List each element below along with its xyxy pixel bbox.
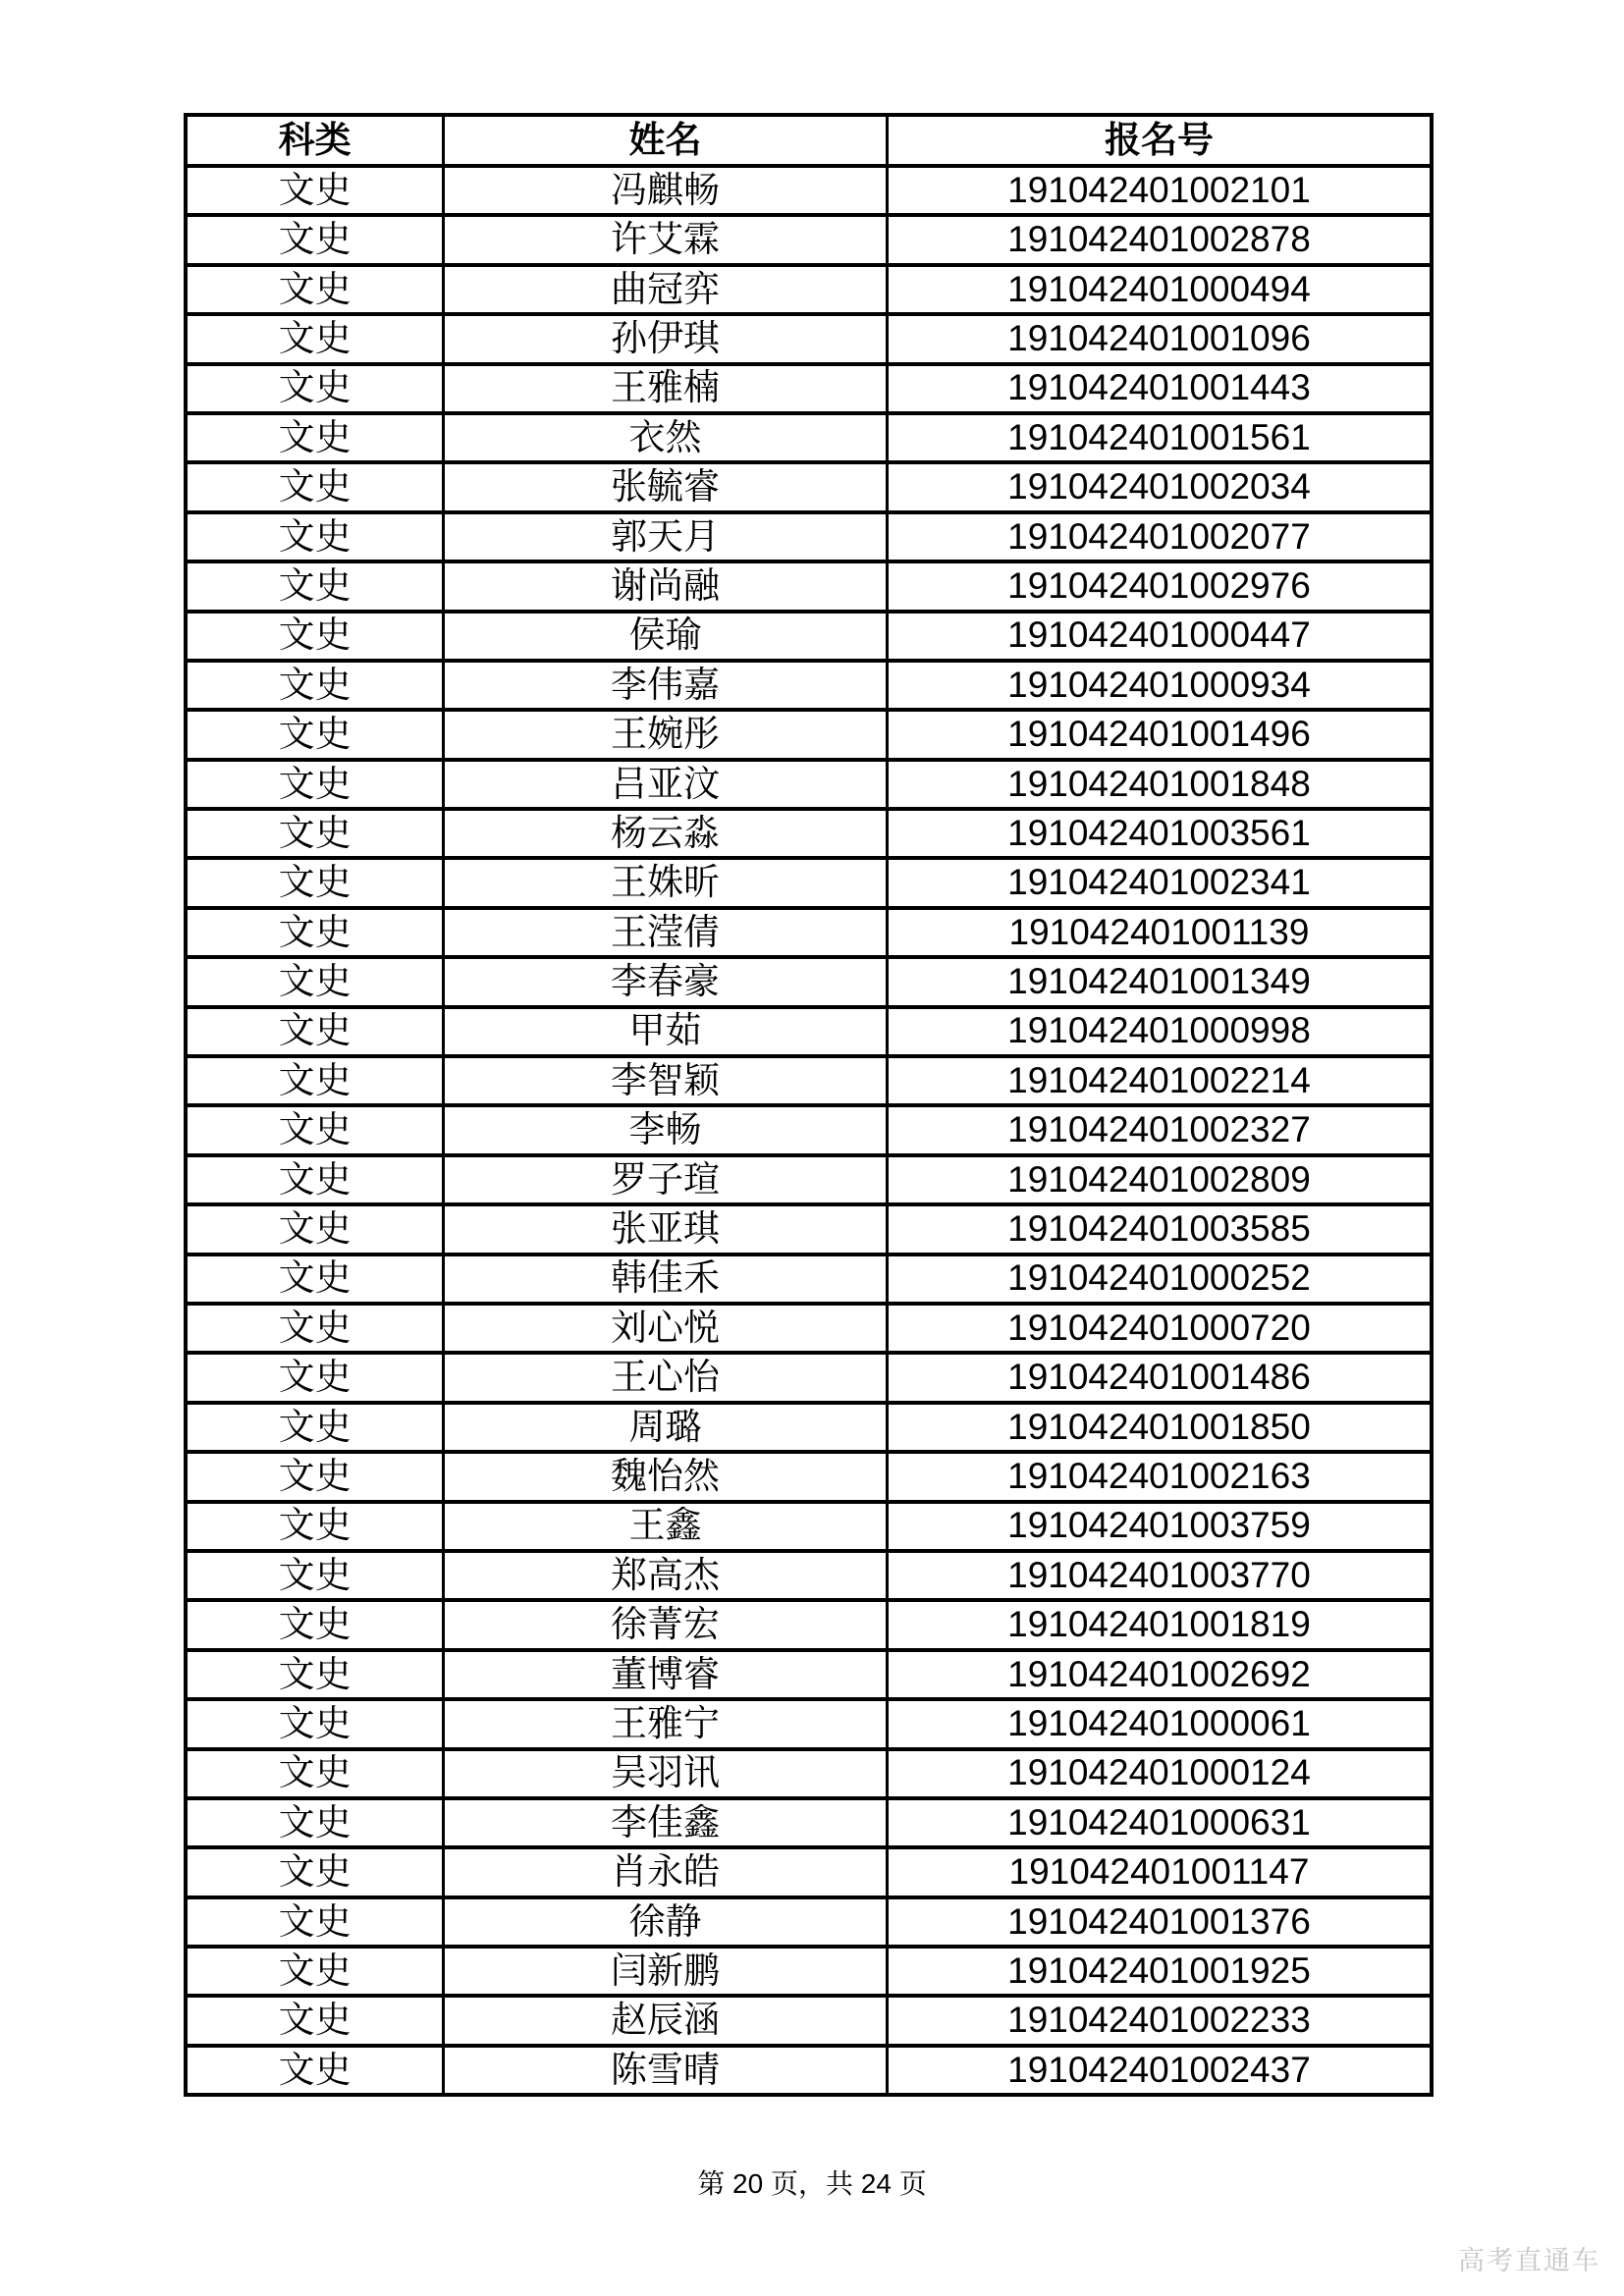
cell-category: 文史 — [186, 1699, 444, 1748]
table-row — [186, 462, 1432, 511]
table-row — [186, 1947, 1432, 1996]
cell-name: 李春豪 — [444, 957, 888, 1006]
table-row — [186, 364, 1432, 413]
cell-name: 王鑫 — [444, 1502, 888, 1551]
cell-category: 文史 — [186, 265, 444, 314]
cell-reg-no: 191042401001349 — [887, 957, 1432, 1006]
page-number-footer: 第 20 页，共 24 页 — [697, 2168, 927, 2199]
cell-reg-no: 191042401001376 — [887, 1897, 1432, 1947]
table-row — [186, 512, 1432, 561]
cell-reg-no: 191042401002077 — [887, 512, 1432, 561]
cell-reg-no: 191042401003770 — [887, 1551, 1432, 1600]
cell-name: 郭天月 — [444, 512, 888, 561]
table-row — [186, 809, 1432, 858]
cell-name: 吕亚汶 — [444, 760, 888, 809]
cell-reg-no: 191042401001848 — [887, 760, 1432, 809]
table-row — [186, 1502, 1432, 1551]
cell-reg-no: 191042401001561 — [887, 413, 1432, 462]
cell-name: 衣然 — [444, 413, 888, 462]
cell-reg-no: 191042401001496 — [887, 710, 1432, 759]
cell-reg-no: 191042401003585 — [887, 1204, 1432, 1254]
table-row — [186, 661, 1432, 710]
cell-reg-no: 191042401001139 — [887, 908, 1432, 957]
table-row — [186, 413, 1432, 462]
cell-name: 孙伊琪 — [444, 314, 888, 363]
table-row — [186, 957, 1432, 1006]
table-row — [186, 612, 1432, 661]
cell-name: 冯麒畅 — [444, 166, 888, 215]
cell-category: 文史 — [186, 1947, 444, 1996]
table-row — [186, 710, 1432, 759]
cell-reg-no: 191042401001443 — [887, 364, 1432, 413]
cell-name: 肖永皓 — [444, 1847, 888, 1896]
cell-name: 王心怡 — [444, 1353, 888, 1402]
cell-category: 文史 — [186, 314, 444, 363]
cell-name: 罗子瑄 — [444, 1155, 888, 1204]
cell-category: 文史 — [186, 166, 444, 215]
cell-category: 文史 — [186, 760, 444, 809]
cell-reg-no: 191042401002692 — [887, 1650, 1432, 1699]
cell-reg-no: 191042401000934 — [887, 661, 1432, 710]
table-row — [186, 1353, 1432, 1402]
cell-category: 文史 — [186, 1155, 444, 1204]
cell-name: 曲冠弈 — [444, 265, 888, 314]
table-row — [186, 760, 1432, 809]
table-row — [186, 1699, 1432, 1748]
cell-reg-no: 191042401000720 — [887, 1304, 1432, 1353]
table-row — [186, 1600, 1432, 1649]
cell-category: 文史 — [186, 809, 444, 858]
cell-category: 文史 — [186, 1650, 444, 1699]
cell-category: 文史 — [186, 1255, 444, 1304]
cell-name: 侯瑜 — [444, 612, 888, 661]
cell-category: 文史 — [186, 1847, 444, 1896]
cell-reg-no: 191042401002327 — [887, 1105, 1432, 1154]
cell-name: 徐静 — [444, 1897, 888, 1947]
table-row — [186, 1452, 1432, 1501]
cell-reg-no: 191042401001819 — [887, 1600, 1432, 1649]
cell-category: 文史 — [186, 710, 444, 759]
cell-category: 文史 — [186, 957, 444, 1006]
table-row — [186, 1304, 1432, 1353]
cell-name: 王姝昕 — [444, 858, 888, 907]
cell-category: 文史 — [186, 215, 444, 264]
cell-name: 李佳鑫 — [444, 1798, 888, 1847]
cell-name: 赵辰涵 — [444, 1996, 888, 2045]
cell-name: 王婉彤 — [444, 710, 888, 759]
table-row — [186, 1847, 1432, 1896]
cell-name: 张亚琪 — [444, 1204, 888, 1254]
cell-category: 文史 — [186, 1403, 444, 1452]
cell-category: 文史 — [186, 908, 444, 957]
cell-name: 张毓睿 — [444, 462, 888, 511]
cell-category: 文史 — [186, 1452, 444, 1501]
cell-reg-no: 191042401002809 — [887, 1155, 1432, 1204]
cell-reg-no: 191042401002437 — [887, 2046, 1432, 2095]
table-row — [186, 1897, 1432, 1947]
cell-reg-no: 191042401002163 — [887, 1452, 1432, 1501]
cell-reg-no: 191042401000631 — [887, 1798, 1432, 1847]
cell-category: 文史 — [186, 1996, 444, 2045]
table-header — [186, 115, 1432, 166]
cell-reg-no: 191042401000447 — [887, 612, 1432, 661]
cell-name: 许艾霖 — [444, 215, 888, 264]
cell-reg-no: 191042401002878 — [887, 215, 1432, 264]
table-row — [186, 1551, 1432, 1600]
cell-reg-no: 191042401002341 — [887, 858, 1432, 907]
cell-category: 文史 — [186, 1056, 444, 1105]
cell-reg-no: 191042401002034 — [887, 462, 1432, 511]
cell-reg-no: 191042401001147 — [887, 1847, 1432, 1896]
cell-reg-no: 191042401000494 — [887, 265, 1432, 314]
table-body — [186, 166, 1432, 2095]
cell-category: 文史 — [186, 1600, 444, 1649]
table-row — [186, 1204, 1432, 1254]
table-row — [186, 1403, 1432, 1452]
cell-name: 郑高杰 — [444, 1551, 888, 1600]
registration-table — [184, 113, 1434, 2097]
cell-reg-no: 191042401001096 — [887, 314, 1432, 363]
watermark-text: 高考直通车 — [1458, 2246, 1600, 2275]
header-row — [186, 115, 1432, 166]
cell-reg-no: 191042401002101 — [887, 166, 1432, 215]
cell-reg-no: 191042401003561 — [887, 809, 1432, 858]
table-row — [186, 1996, 1432, 2045]
cell-category: 文史 — [186, 1897, 444, 1947]
table-row — [186, 314, 1432, 363]
table-row — [186, 265, 1432, 314]
cell-category: 文史 — [186, 2046, 444, 2095]
table-row — [186, 1255, 1432, 1304]
cell-category: 文史 — [186, 561, 444, 611]
cell-name: 王滢倩 — [444, 908, 888, 957]
cell-category: 文史 — [186, 364, 444, 413]
cell-category: 文史 — [186, 1204, 444, 1254]
cell-category: 文史 — [186, 1749, 444, 1798]
cell-name: 魏怡然 — [444, 1452, 888, 1501]
cell-reg-no: 191042401000252 — [887, 1255, 1432, 1304]
cell-category: 文史 — [186, 1007, 444, 1056]
table-row — [186, 2046, 1432, 2095]
table-row — [186, 215, 1432, 264]
column-header-reg-no: 报名号 — [887, 115, 1432, 166]
cell-reg-no: 191042401001486 — [887, 1353, 1432, 1402]
cell-category: 文史 — [186, 1304, 444, 1353]
table-row — [186, 1650, 1432, 1699]
table-row — [186, 1798, 1432, 1847]
cell-reg-no: 191042401000124 — [887, 1749, 1432, 1798]
table-row — [186, 166, 1432, 215]
cell-category: 文史 — [186, 1502, 444, 1551]
cell-category: 文史 — [186, 612, 444, 661]
cell-reg-no: 191042401002214 — [887, 1056, 1432, 1105]
table-row — [186, 908, 1432, 957]
cell-reg-no: 191042401002976 — [887, 561, 1432, 611]
cell-category: 文史 — [186, 1353, 444, 1402]
cell-category: 文史 — [186, 413, 444, 462]
table-row — [186, 1056, 1432, 1105]
cell-reg-no: 191042401002233 — [887, 1996, 1432, 2045]
cell-category: 文史 — [186, 462, 444, 511]
cell-name: 刘心悦 — [444, 1304, 888, 1353]
cell-name: 闫新鹏 — [444, 1947, 888, 1996]
cell-name: 吴羽讯 — [444, 1749, 888, 1798]
cell-name: 王雅楠 — [444, 364, 888, 413]
cell-reg-no: 191042401000061 — [887, 1699, 1432, 1748]
cell-name: 甲茹 — [444, 1007, 888, 1056]
table-row — [186, 1105, 1432, 1154]
cell-reg-no: 191042401000998 — [887, 1007, 1432, 1056]
cell-reg-no: 191042401003759 — [887, 1502, 1432, 1551]
cell-reg-no: 191042401001925 — [887, 1947, 1432, 1996]
cell-category: 文史 — [186, 661, 444, 710]
cell-name: 韩佳禾 — [444, 1255, 888, 1304]
cell-name: 周璐 — [444, 1403, 888, 1452]
table-row — [186, 1007, 1432, 1056]
cell-category: 文史 — [186, 1105, 444, 1154]
cell-name: 董博睿 — [444, 1650, 888, 1699]
column-header-name: 姓名 — [444, 115, 888, 166]
table-row — [186, 561, 1432, 611]
cell-name: 王雅宁 — [444, 1699, 888, 1748]
cell-name: 李伟嘉 — [444, 661, 888, 710]
cell-reg-no: 191042401001850 — [887, 1403, 1432, 1452]
cell-name: 李畅 — [444, 1105, 888, 1154]
cell-name: 谢尚融 — [444, 561, 888, 611]
table-row — [186, 1749, 1432, 1798]
table-row — [186, 858, 1432, 907]
table-row — [186, 1155, 1432, 1204]
cell-category: 文史 — [186, 1798, 444, 1847]
cell-name: 杨云淼 — [444, 809, 888, 858]
cell-category: 文史 — [186, 512, 444, 561]
cell-name: 徐菁宏 — [444, 1600, 888, 1649]
cell-category: 文史 — [186, 1551, 444, 1600]
cell-category: 文史 — [186, 858, 444, 907]
cell-name: 陈雪晴 — [444, 2046, 888, 2095]
cell-name: 李智颖 — [444, 1056, 888, 1105]
column-header-category: 科类 — [186, 115, 444, 166]
